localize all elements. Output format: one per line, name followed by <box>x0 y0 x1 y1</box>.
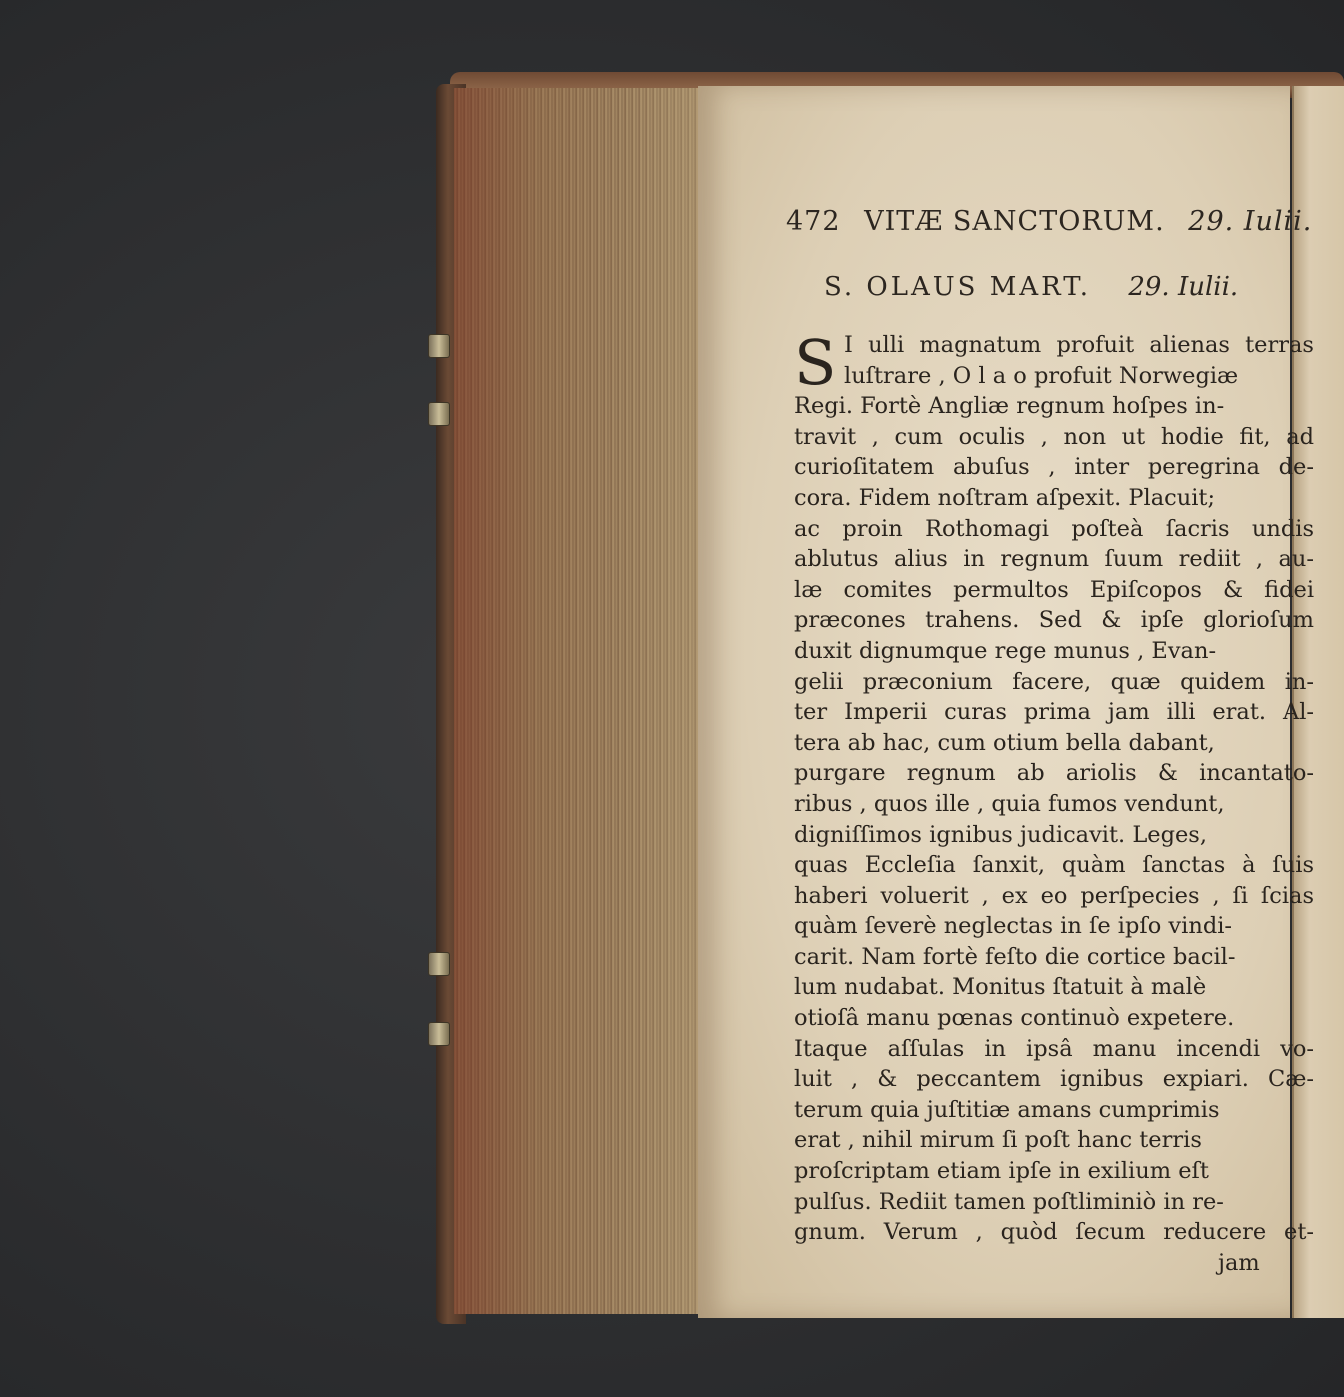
text-line: cora. Fidem noſtram aſpexit. Placuit; <box>794 484 1216 511</box>
text-line: tera ab hac, cum otium bella dabant, <box>794 729 1215 756</box>
catchword: jam <box>1218 1250 1260 1276</box>
page-edges <box>454 88 698 1314</box>
text-line: curioſitatem abuſus , inter peregrina de- <box>794 454 1314 481</box>
page-number: 472 <box>786 206 841 237</box>
feast-date: 29. Iulii. <box>1128 272 1239 302</box>
text-line: purgare regnum ab ariolis & incantato- <box>794 760 1314 787</box>
clasp-icon <box>428 952 450 976</box>
text-line: gelii præconium facere, quæ quidem in- <box>794 668 1314 695</box>
section-title <box>824 272 1344 302</box>
running-head <box>786 206 1344 237</box>
clasp-icon <box>428 334 450 358</box>
text-line: proſcriptam etiam ipſe in exilium eſt <box>794 1158 1209 1185</box>
text-line: quas Eccleſia ſanxit, quàm ſanctas à ſuis <box>794 852 1314 879</box>
text-line: I ulli magnatum profuit alienas terras <box>844 332 1314 358</box>
text-line: duxit dignumque rege munus , Evan- <box>794 637 1217 664</box>
text-line: luſtrare , O l a o profuit Norwegiæ <box>844 362 1239 389</box>
text-line: ac proin Rothomagi poſteà ſacris undis <box>794 515 1315 542</box>
open-book <box>436 72 1344 1334</box>
running-title: VITÆ SANCTORUM. <box>864 206 1165 237</box>
text-line: Regi. Fortè Angliæ regnum hoſpes in- <box>794 393 1225 420</box>
text-line: digniſſimos ignibus judicavit. Leges, <box>794 821 1208 848</box>
text-line: quàm ſeverè neglectas in ſe ipſo vindi- <box>794 913 1233 940</box>
text-line: ter Imperii curas prima jam illi erat. Al- <box>794 699 1315 726</box>
body-text <box>794 326 1315 1248</box>
text-line: haberi voluerit , ex eo perſpecies , ſi ſcias <box>794 882 1315 909</box>
text-line: luit , & peccantem ignibus expiari. Cæ- <box>794 1066 1314 1093</box>
text-line: læ comites permultos Epiſcopos & fidei <box>794 576 1315 603</box>
text-line: erat , nihil mirum ſi poſt hanc terris <box>794 1127 1202 1154</box>
text-line: otioſâ manu pœnas continuò expetere. <box>794 1005 1235 1032</box>
text-line: gnum. Verum , quòd ſecum reducere et- <box>794 1219 1314 1246</box>
saint-name: S. OLAUS MART. <box>824 272 1092 302</box>
text-line: pulſus. Rediit tamen poſtliminiò in re- <box>794 1188 1224 1215</box>
text-line: ablutus alius in regnum ſuum rediit , au- <box>794 546 1315 573</box>
clasp-icon <box>428 402 450 426</box>
text-line: Itaque aſſulas in ipsâ manu incendi vo- <box>794 1035 1314 1062</box>
text-line: lum nudabat. Monitus ſtatuit à malè <box>794 974 1207 1001</box>
clasp-icon <box>428 1022 450 1046</box>
text-line: carit. Nam fortè feſto die cortice bacil- <box>794 943 1236 970</box>
text-line: travit , cum oculis , non ut hodie fit, ad <box>794 423 1315 450</box>
text-line: ribus , quos ille , quia fumos vendunt, <box>794 790 1225 817</box>
text-line: terum quia juſtitiæ amans cumprimis <box>794 1096 1220 1123</box>
running-date: 29. Iulii. <box>1188 206 1313 237</box>
drop-cap: S <box>794 326 837 399</box>
book-page <box>698 86 1315 1318</box>
text-line: præcones trahens. Sed & ipſe glorioſum <box>794 607 1314 634</box>
